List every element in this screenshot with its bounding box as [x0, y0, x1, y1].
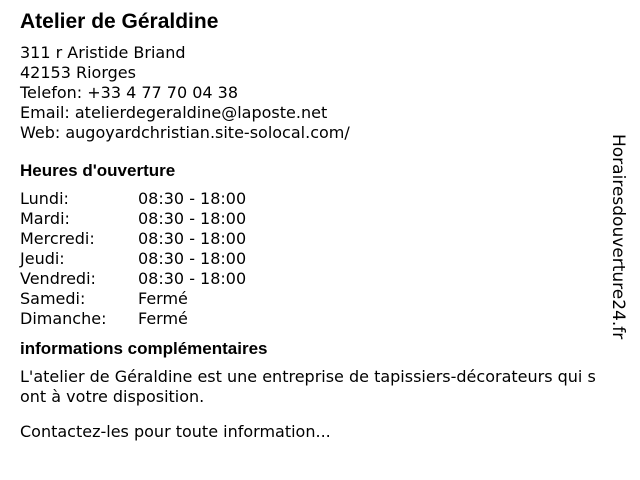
hours-day: Jeudi:	[20, 249, 65, 268]
hours-day: Lundi:	[20, 189, 69, 208]
hours-row-saturday	[20, 289, 590, 309]
additional-info-heading: informations complémentaires	[20, 339, 268, 358]
hours-time: Fermé	[138, 309, 188, 328]
hours-time: 08:30 - 18:00	[138, 209, 247, 228]
hours-row-friday	[20, 269, 590, 289]
business-name: Atelier de Géraldine	[20, 10, 219, 33]
hours-row-monday	[20, 189, 590, 209]
hours-day: Samedi:	[20, 289, 86, 308]
address-street: 311 r Aristide Briand	[20, 43, 186, 62]
description-paragraph: L'atelier de Géraldine est une entreprise de tapissiers-décorateurs qui sont à votre disposition.	[20, 367, 596, 406]
hours-day: Mardi:	[20, 209, 70, 228]
website-line: Web: augoyardchristian.site-solocal.com/	[20, 123, 350, 142]
phone-line: Telefon: +33 4 77 70 04 38	[20, 83, 239, 102]
email-line: Email: atelierdegeraldine@laposte.net	[20, 103, 328, 122]
contact-paragraph: Contactez-les pour toute information...	[20, 422, 331, 441]
hours-row-tuesday	[20, 209, 590, 229]
hours-time: 08:30 - 18:00	[138, 229, 247, 248]
brand-watermark-text: Horairesdouverture24.fr	[608, 134, 628, 340]
hours-row-wednesday	[20, 229, 590, 249]
hours-time: 08:30 - 18:00	[138, 269, 247, 288]
hours-day: Dimanche:	[20, 309, 107, 328]
brand-watermark	[600, 134, 638, 374]
business-card	[20, 9, 596, 442]
hours-day: Mercredi:	[20, 229, 95, 248]
hours-day: Vendredi:	[20, 269, 96, 288]
hours-row-sunday	[20, 309, 590, 329]
address-city: 42153 Riorges	[20, 63, 136, 82]
hours-time: 08:30 - 18:00	[138, 189, 247, 208]
hours-time: Fermé	[138, 289, 188, 308]
opening-hours-heading: Heures d'ouverture	[20, 161, 176, 180]
hours-row-thursday	[20, 249, 590, 269]
hours-time: 08:30 - 18:00	[138, 249, 247, 268]
